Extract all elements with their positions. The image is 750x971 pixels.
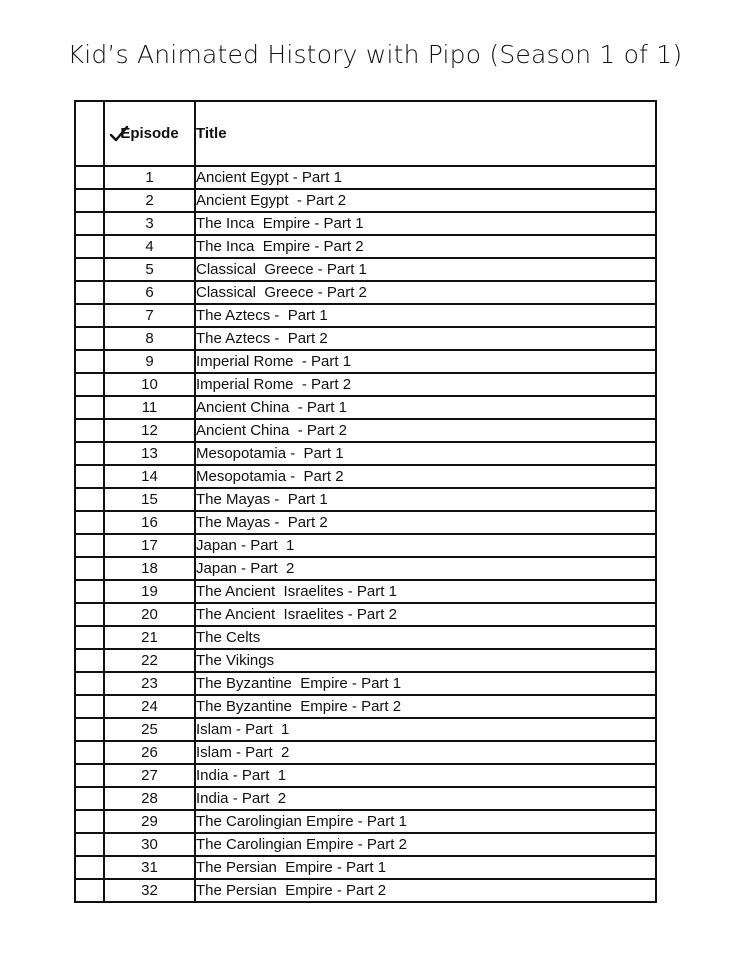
episode-title: Islam - Part 2 [195, 741, 656, 764]
watched-checkbox-cell[interactable] [75, 373, 104, 396]
table-row [75, 419, 656, 442]
episode-title: The Aztecs - Part 1 [195, 304, 656, 327]
episode-title: The Mayas - Part 2 [195, 511, 656, 534]
table-row [75, 304, 656, 327]
watched-checkbox-cell[interactable] [75, 741, 104, 764]
watched-checkbox-cell[interactable] [75, 166, 104, 189]
table-row [75, 879, 656, 902]
episode-title: Mesopotamia - Part 1 [195, 442, 656, 465]
episode-title: Islam - Part 1 [195, 718, 656, 741]
watched-checkbox-cell[interactable] [75, 557, 104, 580]
table-row [75, 189, 656, 212]
watched-checkbox-cell[interactable] [75, 419, 104, 442]
episode-number: 31 [104, 856, 195, 879]
table-row [75, 833, 656, 856]
table-row [75, 718, 656, 741]
watched-checkbox-cell[interactable] [75, 626, 104, 649]
episode-number: 32 [104, 879, 195, 902]
episode-number: 4 [104, 235, 195, 258]
episode-title: The Ancient Israelites - Part 2 [195, 603, 656, 626]
episode-number: 26 [104, 741, 195, 764]
table-row [75, 511, 656, 534]
episode-title: The Inca Empire - Part 2 [195, 235, 656, 258]
episode-number: 30 [104, 833, 195, 856]
watched-checkbox-cell[interactable] [75, 810, 104, 833]
table-row [75, 672, 656, 695]
table-row [75, 580, 656, 603]
watched-checkbox-cell[interactable] [75, 833, 104, 856]
episode-number: 8 [104, 327, 195, 350]
watched-checkbox-cell[interactable] [75, 258, 104, 281]
table-header-row [75, 101, 656, 166]
episode-number: 23 [104, 672, 195, 695]
table-row [75, 488, 656, 511]
table-row [75, 787, 656, 810]
table-row [75, 281, 656, 304]
episode-number: 22 [104, 649, 195, 672]
watched-checkbox-cell[interactable] [75, 212, 104, 235]
episode-number: 2 [104, 189, 195, 212]
episode-number: 16 [104, 511, 195, 534]
watched-checkbox-cell[interactable] [75, 465, 104, 488]
table-row [75, 258, 656, 281]
episode-number: 28 [104, 787, 195, 810]
episode-title: The Carolingian Empire - Part 1 [195, 810, 656, 833]
watched-checkbox-cell[interactable] [75, 488, 104, 511]
watched-checkbox-cell[interactable] [75, 856, 104, 879]
watched-checkbox-cell[interactable] [75, 396, 104, 419]
watched-checkbox-cell[interactable] [75, 879, 104, 902]
watched-checkbox-cell[interactable] [75, 695, 104, 718]
watched-checkbox-cell[interactable] [75, 327, 104, 350]
episode-title: India - Part 1 [195, 764, 656, 787]
table-row [75, 626, 656, 649]
episode-title: Imperial Rome - Part 1 [195, 350, 656, 373]
episode-number: 6 [104, 281, 195, 304]
episode-title: Imperial Rome - Part 2 [195, 373, 656, 396]
episode-number: 9 [104, 350, 195, 373]
episode-title: Ancient China - Part 2 [195, 419, 656, 442]
table-row [75, 741, 656, 764]
episode-title: Ancient Egypt - Part 2 [195, 189, 656, 212]
episode-number: 10 [104, 373, 195, 396]
watched-checkbox-cell[interactable] [75, 534, 104, 557]
episode-number: 18 [104, 557, 195, 580]
watched-checkbox-cell[interactable] [75, 350, 104, 373]
episode-title: Ancient Egypt - Part 1 [195, 166, 656, 189]
watched-checkbox-cell[interactable] [75, 511, 104, 534]
table-row [75, 856, 656, 879]
table-row [75, 442, 656, 465]
episode-title: Japan - Part 1 [195, 534, 656, 557]
episode-number: 12 [104, 419, 195, 442]
table-row [75, 534, 656, 557]
episode-title: The Mayas - Part 1 [195, 488, 656, 511]
episode-title: The Byzantine Empire - Part 2 [195, 695, 656, 718]
episode-number: 20 [104, 603, 195, 626]
episode-number: 7 [104, 304, 195, 327]
check-column-header [75, 101, 104, 166]
episode-number: 15 [104, 488, 195, 511]
table-row [75, 235, 656, 258]
episode-number: 27 [104, 764, 195, 787]
episode-title: Ancient China - Part 1 [195, 396, 656, 419]
watched-checkbox-cell[interactable] [75, 764, 104, 787]
episode-title: The Persian Empire - Part 2 [195, 879, 656, 902]
watched-checkbox-cell[interactable] [75, 580, 104, 603]
episode-number: 24 [104, 695, 195, 718]
episode-number: 19 [104, 580, 195, 603]
episode-title: The Byzantine Empire - Part 1 [195, 672, 656, 695]
table-row [75, 764, 656, 787]
episode-rows [75, 166, 656, 902]
table-row [75, 465, 656, 488]
watched-checkbox-cell[interactable] [75, 189, 104, 212]
episode-number: 13 [104, 442, 195, 465]
episode-number: 11 [104, 396, 195, 419]
episode-number: 1 [104, 166, 195, 189]
watched-checkbox-cell[interactable] [75, 672, 104, 695]
episode-title: The Persian Empire - Part 1 [195, 856, 656, 879]
watched-checkbox-cell[interactable] [75, 281, 104, 304]
episode-number: 17 [104, 534, 195, 557]
episode-title: India - Part 2 [195, 787, 656, 810]
episode-title: The Inca Empire - Part 1 [195, 212, 656, 235]
watched-checkbox-cell[interactable] [75, 787, 104, 810]
episode-title: The Celts [195, 626, 656, 649]
title-column-header: Title [195, 101, 656, 166]
episode-number: 5 [104, 258, 195, 281]
watched-checkbox-cell[interactable] [75, 304, 104, 327]
episode-title: The Ancient Israelites - Part 1 [195, 580, 656, 603]
episode-number: 29 [104, 810, 195, 833]
table-row [75, 695, 656, 718]
episode-number: 25 [104, 718, 195, 741]
table-row [75, 350, 656, 373]
watched-checkbox-cell[interactable] [75, 235, 104, 258]
episode-title: The Aztecs - Part 2 [195, 327, 656, 350]
table-row [75, 327, 656, 350]
episode-title: Classical Greece - Part 1 [195, 258, 656, 281]
episode-column-header: Episode [104, 101, 195, 166]
table-row [75, 649, 656, 672]
episode-number: 3 [104, 212, 195, 235]
watched-checkbox-cell[interactable] [75, 649, 104, 672]
watched-checkbox-cell[interactable] [75, 442, 104, 465]
table-row [75, 396, 656, 419]
episode-number: 21 [104, 626, 195, 649]
table-row [75, 212, 656, 235]
table-row [75, 373, 656, 396]
episode-title: Japan - Part 2 [195, 557, 656, 580]
table-row [75, 166, 656, 189]
watched-checkbox-cell[interactable] [75, 603, 104, 626]
watched-checkbox-cell[interactable] [75, 718, 104, 741]
episode-number: 14 [104, 465, 195, 488]
episode-title: Mesopotamia - Part 2 [195, 465, 656, 488]
episode-title: The Carolingian Empire - Part 2 [195, 833, 656, 856]
table-row [75, 603, 656, 626]
table-row [75, 810, 656, 833]
page-title: Kid’s Animated History with Pipo (Season 1 of 1) [67, 40, 683, 69]
table-row [75, 557, 656, 580]
episode-checklist-table [74, 100, 657, 903]
episode-title: The Vikings [195, 649, 656, 672]
episode-title: Classical Greece - Part 2 [195, 281, 656, 304]
